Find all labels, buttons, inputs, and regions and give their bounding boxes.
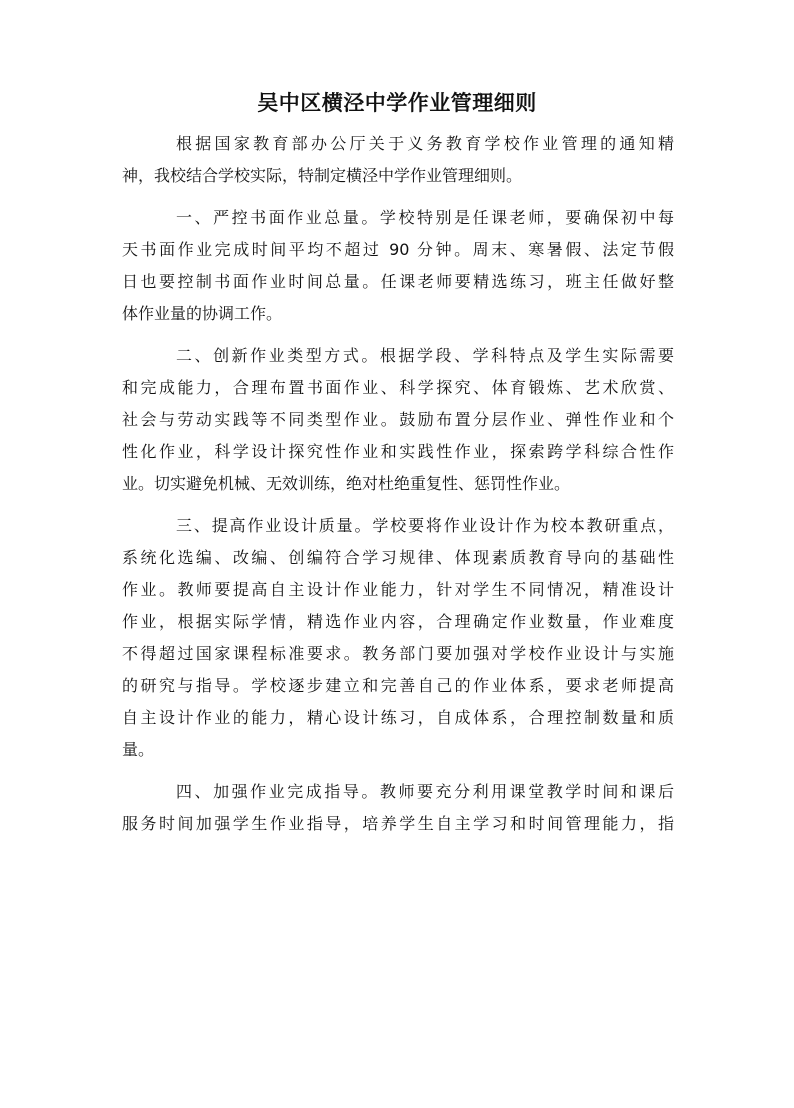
paragraph-intro — [122, 128, 674, 192]
paragraph-line: 社会与劳动实践等不同类型作业。鼓励布置分层作业、弹性作业和个 — [122, 410, 674, 429]
paragraph-line: 天书面作业完成时间平均不超过 90 分钟。周末、寒暑假、法定节假 — [122, 240, 674, 259]
paragraph-line: 神，我校结合学校实际，特制定横泾中学作业管理细则。 — [122, 166, 523, 185]
paragraph-section-2 — [122, 340, 674, 500]
paragraph-line: 日也要控制书面作业时间总量。任课老师要精选练习，班主任做好整 — [122, 272, 674, 291]
paragraph-line: 体作业量的协调工作。 — [122, 304, 283, 323]
paragraph-line: 的研究与指导。学校逐步建立和完善自己的作业体系，要求老师提高 — [122, 676, 674, 695]
paragraph-line: 二、创新作业类型方式。根据学段、学科特点及学生实际需要 — [176, 346, 674, 365]
paragraph-line: 四、加强作业完成指导。教师要充分利用课堂教学时间和课后 — [176, 782, 674, 801]
paragraph-line: 一、严控书面作业总量。学校特别是任课老师，要确保初中每 — [176, 208, 674, 227]
paragraph-section-1 — [122, 202, 674, 330]
paragraph-section-3 — [122, 510, 674, 766]
paragraph-line: 业。切实避免机械、无效训练，绝对杜绝重复性、惩罚性作业。 — [122, 474, 571, 493]
paragraph-line: 系统化选编、改编、创编符合学习规律、体现素质教育导向的基础性 — [122, 548, 674, 567]
paragraph-line: 服务时间加强学生作业指导，培养学生自主学习和时间管理能力，指 — [122, 814, 674, 833]
paragraph-line: 自主设计作业的能力，精心设计练习，自成体系，合理控制数量和质 — [122, 708, 674, 727]
document-body — [122, 128, 674, 840]
paragraph-line: 根据国家教育部办公厅关于义务教育学校作业管理的通知精 — [176, 134, 674, 153]
paragraph-section-4 — [122, 776, 674, 840]
paragraph-line: 不得超过国家课程标准要求。教务部门要加强对学校作业设计与实施 — [122, 644, 674, 663]
paragraph-line: 和完成能力，合理布置书面作业、科学探究、体育锻炼、艺术欣赏、 — [122, 378, 674, 397]
paragraph-line: 量。 — [122, 740, 155, 759]
paragraph-line: 性化作业，科学设计探究性作业和实践性作业，探索跨学科综合性作 — [122, 442, 674, 461]
paragraph-line: 三、提高作业设计质量。学校要将作业设计作为校本教研重点， — [176, 516, 674, 535]
paragraph-line: 作业。教师要提高自主设计作业能力，针对学生不同情况，精准设计 — [122, 580, 674, 599]
document-title: 吴中区横泾中学作业管理细则 — [257, 91, 537, 115]
paragraph-line: 作业，根据实际学情，精选作业内容，合理确定作业数量，作业难度 — [122, 612, 674, 631]
